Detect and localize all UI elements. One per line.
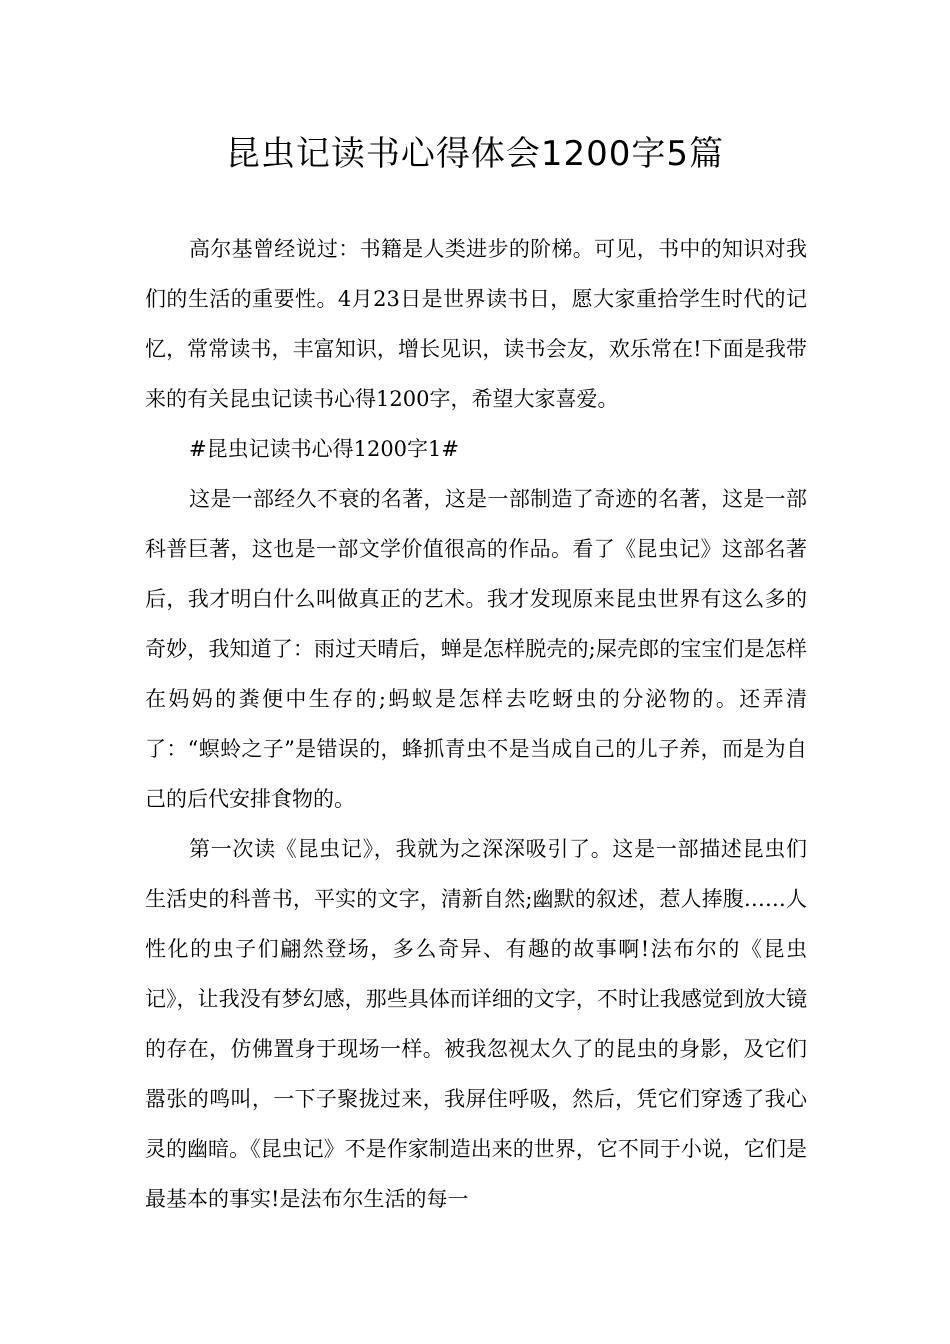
intro-paragraph: 高尔基曾经说过：书籍是人类进步的阶梯。可见，书中的知识对我们的生活的重要性。4月23日是世界读书日，愿大家重拾学生时代的记忆，常常读书，丰富知识，增长见识，读书会友，欢乐常在!下面是我带来的有关昆虫记读书心得1200字，希望大家喜爱。 bbox=[145, 237, 807, 411]
section-heading: #昆虫记读书心得1200字1# bbox=[189, 437, 459, 461]
document-title: 昆虫记读书心得体会1200字5篇 bbox=[225, 134, 725, 174]
body-paragraph: 这是一部经久不衰的名著，这是一部制造了奇迹的名著，这是一部科普巨著，这也是一部文学价值很高的作品。看了《昆虫记》这部名著后，我才明白什么叫做真正的艺术。我才发现原来昆虫世界有这么多的奇妙，我知道了：雨过天晴后，蝉是怎样脱壳的;屎壳郎的宝宝们是怎样在妈妈的粪便中生存的;蚂蚁是怎样去吃蚜虫的分泌物的。还弄清了：“螟蛉之子”是错误的，蜂抓青虫不是当成自己的儿子养，而是为自己的后代安排食物的。 bbox=[145, 487, 807, 811]
document-body bbox=[145, 224, 807, 1224]
body-paragraph: 第一次读《昆虫记》，我就为之深深吸引了。这是一部描述昆虫们生活史的科普书，平实的文字，清新自然;幽默的叙述，惹人捧腹……人性化的虫子们翩然登场，多么奇异、有趣的故事啊!法布尔的《昆虫记》，让我没有梦幻感，那些具体而详细的文字，不时让我感觉到放大镜的存在，仿佛置身于现场一样。被我忽视太久了的昆虫的身影，及它们嚣张的鸣叫，一下子聚拢过来，我屏住呼吸，然后，凭它们穿透了我心灵的幽暗。《昆虫记》不是作家制造出来的世界，它不同于小说，它们是最基本的事实!是法布尔生活的每一 bbox=[145, 837, 807, 1211]
